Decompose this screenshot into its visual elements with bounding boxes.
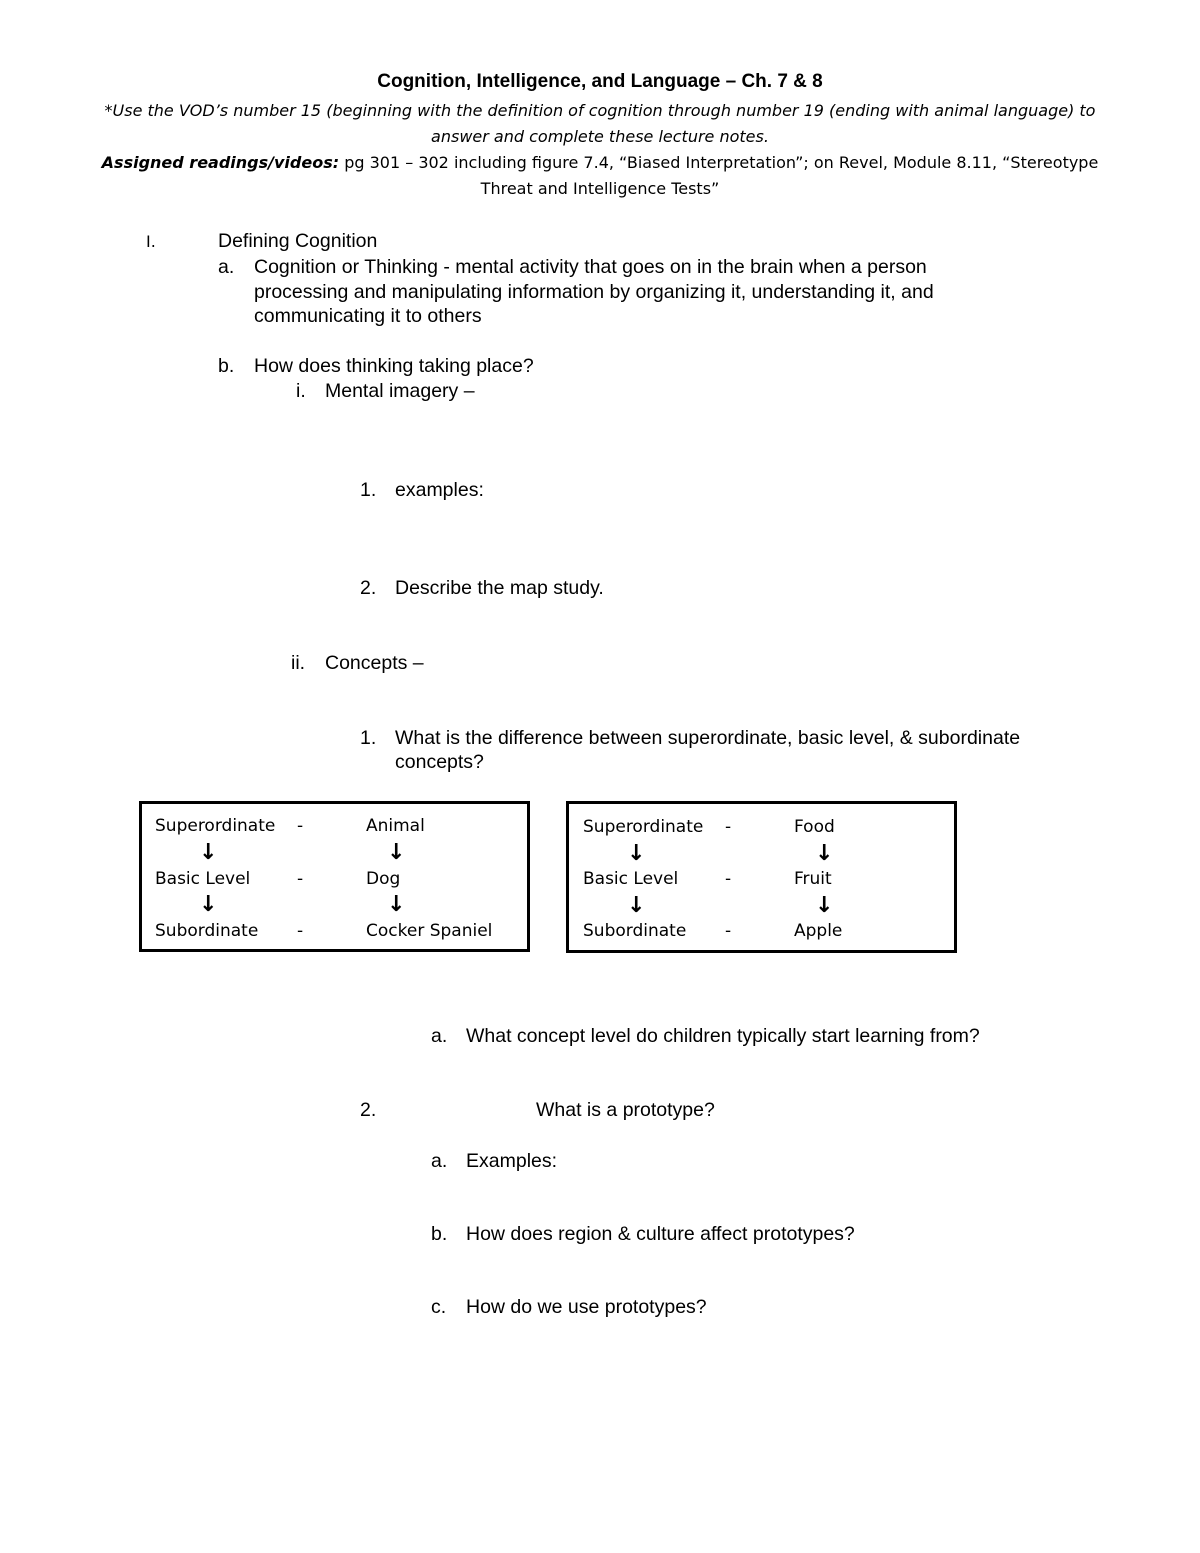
item-a-line2: processing and manipulating information by organizing it, understanding it, and [254,281,934,303]
item-i-text: Mental imagery – [325,380,475,402]
box2-example-basic: Fruit [794,869,832,889]
assigned-readings-text: pg 301 – 302 including figure 7.4, “Biased Interpretation”; on Revel, Module 8.11, “Stereotype Threat and Intelligence Tests” [339,153,1099,198]
box1-dash: - [297,921,304,941]
down-arrow-icon: ↓ [387,840,406,865]
box1-level-subordinate: Subordinate [155,921,259,941]
box1-dash: - [297,869,304,889]
box2-example-subordinate: Apple [794,921,843,941]
box1-example-subordinate: Cocker Spaniel [366,921,493,941]
item-ii2b-text: How does region & culture affect prototypes? [466,1223,855,1245]
assigned-readings [100,150,1100,202]
item-b-marker: b. [218,355,235,377]
concept-box-animal [139,801,530,952]
box2-dash: - [725,869,732,889]
item-a-line1: Cognition or Thinking - mental activity that goes on in the brain when a person [254,256,927,278]
down-arrow-icon: ↓ [199,840,218,865]
down-arrow-icon: ↓ [815,893,834,918]
item-ii2-marker: 2. [360,1099,377,1121]
item-ii2-text: What is a prototype? [536,1099,715,1121]
box1-level-basic: Basic Level [155,869,251,889]
item-ii-text: Concepts – [325,652,424,674]
down-arrow-icon: ↓ [387,892,406,917]
item-i2-marker: 2. [360,577,377,599]
item-i-marker: i. [296,380,306,402]
section-title: Defining Cognition [218,230,378,252]
box1-level-superordinate: Superordinate [155,816,276,836]
box2-dash: - [725,921,732,941]
box2-dash: - [725,817,732,837]
item-ii1a-marker: a. [431,1025,448,1047]
item-a-marker: a. [218,256,235,278]
box2-level-subordinate: Subordinate [583,921,687,941]
concept-box-food [566,801,957,953]
box1-dash: - [297,816,304,836]
box1-example-superordinate: Animal [366,816,425,836]
item-ii1a-text: What concept level do children typically start learning from? [466,1025,980,1047]
item-ii-marker: ii. [291,652,306,674]
item-a-line3: communicating it to others [254,305,482,327]
item-ii2a-marker: a. [431,1150,448,1172]
item-ii2a-text: Examples: [466,1150,558,1172]
item-ii2b-marker: b. [431,1223,448,1245]
section-marker: I. [146,232,156,251]
item-ii1-line2: concepts? [395,751,484,773]
item-ii2c-text: How do we use prototypes? [466,1296,707,1318]
box2-example-superordinate: Food [794,817,835,837]
item-i1-text: examples: [395,479,484,501]
down-arrow-icon: ↓ [627,841,646,866]
down-arrow-icon: ↓ [627,893,646,918]
item-i1-marker: 1. [360,479,377,501]
assigned-readings-label: Assigned readings/videos: [101,153,340,172]
instructions-text: *Use the VOD’s number 15 (beginning with the definition of cognition through number 19 (ending with animal language) to answer and complete these lecture notes. [104,101,1096,146]
box2-level-basic: Basic Level [583,869,679,889]
item-b-text: How does thinking taking place? [254,355,534,377]
down-arrow-icon: ↓ [815,841,834,866]
down-arrow-icon: ↓ [199,892,218,917]
box1-example-basic: Dog [366,869,401,889]
item-ii1-marker: 1. [360,727,377,749]
item-i2-text: Describe the map study. [395,577,604,599]
page-title: Cognition, Intelligence, and Language – Ch. 7 & 8 [377,71,823,92]
item-ii2c-marker: c. [431,1296,447,1318]
box2-level-superordinate: Superordinate [583,817,704,837]
item-ii1-line1: What is the difference between superordinate, basic level, & subordinate [395,727,1021,749]
